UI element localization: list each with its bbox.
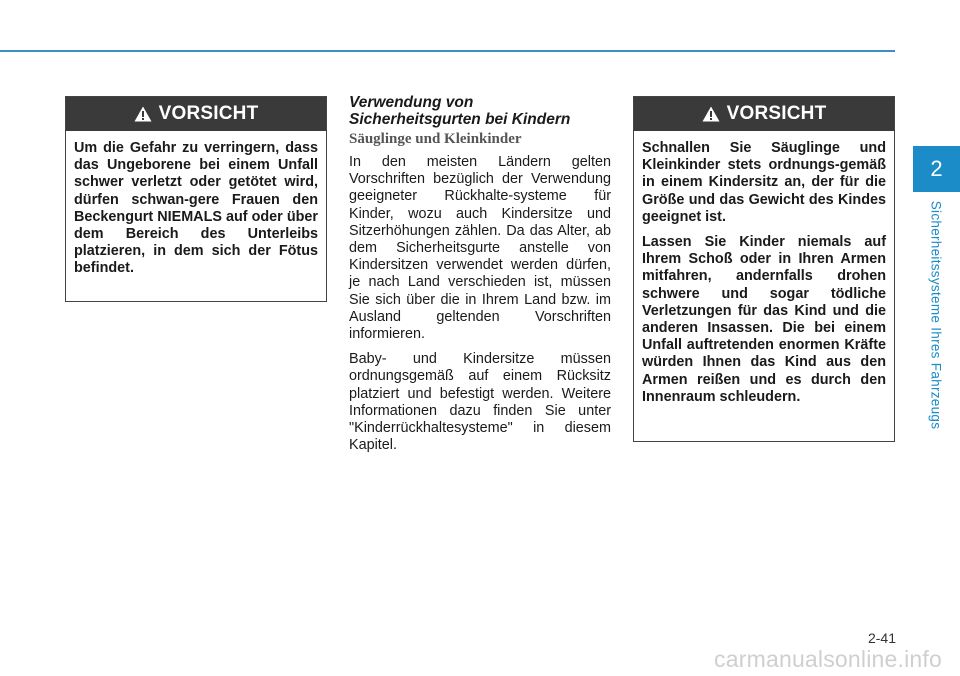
caution-box-pregnancy — [65, 96, 327, 302]
body-paragraph: Baby- und Kindersitze müssen ordnungsgemäß auf einem Rücksitz platziert und befestigt werden. Weitere Informationen dazu finden Sie unter "Kinderrückhaltesysteme" in diesem Kapitel. — [349, 351, 611, 454]
page-number: 2-41 — [867, 630, 896, 646]
caution-header — [634, 97, 894, 131]
chapter-title: Sicherheitssysteme Ihres Fahrzeugs — [928, 200, 944, 430]
chapter-tab — [913, 146, 960, 192]
main-column — [349, 94, 611, 462]
section-title — [349, 94, 611, 128]
chapter-number: 2 — [930, 156, 943, 181]
caution-body — [634, 131, 894, 414]
section-title-line-2: Sicherheitsgurten bei Kindern — [349, 111, 571, 128]
caution-title: VORSICHT — [726, 103, 827, 124]
caution-header — [66, 97, 326, 131]
caution-text: Schnallen Sie Säuglinge und Kleinkinder stets ordnungs-gemäß in einem Kindersitz an, der für die Größe und das Gewicht des Kindes geeignet ist. — [642, 140, 886, 225]
caution-body — [66, 131, 326, 286]
caution-text: Um die Gefahr zu verringern, dass das Ungeborene bei einem Unfall schwer verletzt oder getötet wird, dürfen schwan-gere Frauen den Beckengurt NIEMALS auf oder über dem Bereich des Unterleibs platzieren, in dem sich der Fötus befindet. — [74, 140, 318, 277]
subheading: Säuglinge und Kleinkinder — [349, 131, 522, 147]
body-paragraph: In den meisten Ländern gelten Vorschriften bezüglich der Verwendung geeigneter Rückhalte-systeme für Kinder, wozu auch Kindersitze und Sitzerhöhungen zählen. Da das Alter, ab dem Sicherheitsgurte anstelle von Kindersitzen verwendet werden dürfen, je nach Land verschieden ist, müssen Sie sich über die in Ihrem Land bzw. im Ausland geltenden Vorschriften informieren. — [349, 154, 611, 343]
warning-triangle-icon — [134, 106, 152, 122]
caution-text: Lassen Sie Kinder niemals auf Ihrem Schoß oder in Ihren Armen mitfahren, andernfalls drohen schwere und sogar tödliche Verletzungen für das Kind und die anderen Insassen. Die bei einem Unfall auftretenden enormen Kräfte würden Ihnen das Kind aus den Armen reißen und es durch den Innenraum schleudern. — [642, 234, 886, 405]
watermark: carmanualsonline.info — [714, 646, 942, 672]
caution-box-children — [633, 96, 895, 442]
caution-title: VORSICHT — [158, 103, 259, 124]
top-rule — [0, 50, 895, 52]
section-title-line-1: Verwendung von — [349, 94, 474, 111]
warning-triangle-icon — [702, 106, 720, 122]
